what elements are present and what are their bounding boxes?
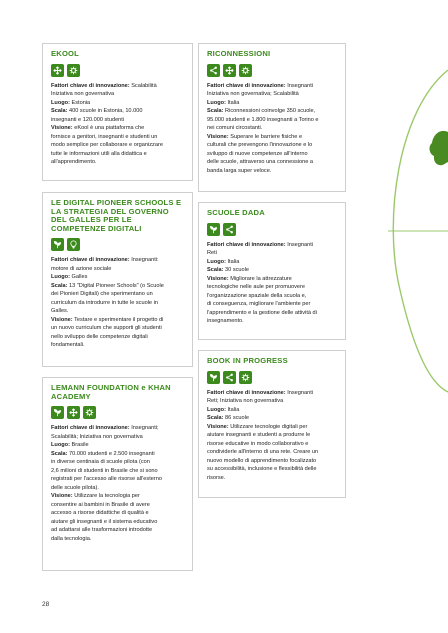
plant-icon [207,223,220,236]
body-line: banda larga super veloce. [207,167,272,174]
body-line: l'apprendimento e la gestione delle attività di [207,309,317,316]
body-line: Scalabilità; Iniziativa non governativa [51,433,143,440]
icon-row [51,64,184,77]
card-scuole-dada [198,202,346,340]
body-line: Fattori chiave di innovazione: Insegnanti; [51,425,159,432]
card-title: LEMANN FOUNDATION e KHAN ACADEMY [51,383,171,401]
gear-icon [83,406,96,419]
body-line: Scala: 400 scuole in Estonia, 10.000 [51,108,143,115]
card-body [207,82,337,176]
body-line: aiutare insegnanti e studenti a produrre le [207,432,311,439]
cross-arrows-icon [51,64,64,77]
card-lemann-khan [42,377,193,571]
body-line: in diverse centinaia di scuole pilota (con [51,459,150,466]
body-line: Reti [207,250,217,257]
card-digital-pioneer-schools [42,192,193,367]
card-riconnessioni [198,43,346,192]
body-line: nei comuni circostanti. [207,125,263,132]
body-line: delle scuole, attraverso una connessione a [207,159,314,166]
body-line: Iniziativa non governativa; Scalabilità [207,91,299,98]
cross-arrows-icon [67,406,80,419]
body-line: risorse educative in modo collaborativo e [207,440,309,447]
card-body [51,424,184,543]
page-number: 28 [42,601,50,608]
body-line: sviluppo di nuove competenze all'interno [207,150,308,157]
body-line: all'apprendimento. [51,159,97,166]
share-icon [207,64,220,77]
body-line: delle scuole pilota). [51,484,99,491]
body-line: su accessibilità, inclusione e flessibilità delle [207,466,317,473]
body-line: dei Pionieri Digitali) che sperimentano un [51,291,153,298]
body-line: consentire ai bambini in Brasile di avere [51,501,150,508]
body-line: Visione: Superare le barriere fisiche e [207,133,303,140]
card-book-in-progress [198,350,346,498]
body-line: registrati per l'accesso alle risorse all'esterno [51,476,162,483]
body-line: dalla tecnologia. [51,535,92,542]
body-line: l'organizzazione spaziale della scuola e, [207,292,307,299]
body-line: accesso a risorse didattiche di qualità e [51,510,149,517]
body-line: Visione: Utilizzare tecnologie digitali per [207,423,308,430]
body-line: fornisce a genitori, insegnanti e studenti un [51,133,158,140]
share-icon [223,371,236,384]
card-title: BOOK IN PROGRESS [207,356,288,365]
gear-icon [239,371,252,384]
icon-row [207,223,337,236]
body-line: Fattori chiave di innovazione: Insegnanti: [51,257,159,264]
bulb-icon [67,238,80,251]
body-line: risorse. [207,474,226,481]
body-line: Scala: 70.000 studenti e 2.500 insegnanti [51,450,155,457]
body-line: nello sviluppo delle competenze digitali [51,333,148,340]
body-line: Luogo: Italia [207,258,240,265]
body-line: Fattori chiave di innovazione: Insegnanti [207,389,314,396]
decorative-circle-graphic [388,0,448,633]
body-line: Luogo: Italia [207,406,240,413]
gear-icon [67,64,80,77]
icon-row [207,64,337,77]
body-line: Visione: Testare e sperimentare il progetto di [51,316,164,323]
body-line: Visione: Utilizzare la tecnologia per [51,493,140,500]
plant-icon [51,406,64,419]
body-line: Visione: Migliorare la attrezzature [207,275,292,282]
body-line: culturali che prevengono l'innovazione e lo [207,142,313,149]
body-line: fondamentali. [51,342,85,349]
body-line: insegnamento. [207,318,244,325]
body-line: di conseguenza, migliorare l'ambiente per [207,301,311,308]
card-body [51,256,184,350]
body-line: Scala: 86 scuole [207,415,249,422]
body-line: Fattori chiave di innovazione: Scalabilità [51,82,157,89]
body-line: ad adattarsi alle trasformazioni introdotte [51,527,153,534]
card-title: EKOOL [51,49,80,58]
plant-icon [51,238,64,251]
body-line: tutte le informazioni utili alla didattica e [51,150,147,157]
share-icon [223,223,236,236]
icon-row [51,406,184,419]
body-line: 2,6 milioni di studenti in Brasile che si sono [51,467,158,474]
icon-row [207,371,337,384]
body-line: un nuovo curriculum che supporti gli studenti [51,325,162,332]
body-line: Scala: 13 "Digital Pioneer Schools" (o Scuole [51,282,164,289]
body-line: condividerle all'interno di una rete. Creare un [207,449,319,456]
card-title: RICONNESSIONI [207,49,271,58]
body-line: modo semplice per collaborare e organizzare [51,142,163,149]
body-line: Galles. [51,308,69,315]
body-line: insegnanti e 120.000 studenti [51,116,125,123]
body-line: Luogo: Italia [207,99,240,106]
body-line: Scala: 30 scuole [207,267,249,274]
card-title: LE DIGITAL PIONEER SCHOOLS E LA STRATEGIA DEL GOVERNO DEL GALLES PER LE COMPETENZE DIGITALI [51,198,182,233]
body-line: motore di azione sociale [51,265,112,272]
card-title: SCUOLE DADA [207,208,265,217]
body-line: 95.000 studenti e 1.800 insegnanti a Torino e [207,116,319,123]
body-line: Scala: Riconnessioni coinvolge 350 scuole, [207,108,316,115]
body-line: Luogo: Brasile [51,442,89,449]
body-line: tecnologiche nelle aule per promuovere [207,284,305,291]
card-body [207,389,337,483]
body-line: curriculum da introdurre in tutte le scuole in [51,299,158,306]
body-line: Luogo: Galles [51,274,88,281]
card-body [207,241,337,326]
body-line: nuovo modello di apprendimento focalizzato [207,457,317,464]
body-line: Iniziativa non governativa [51,91,115,98]
body-line: aiutare gli insegnanti e il sistema educativo [51,518,158,525]
body-line: Fattori chiave di innovazione: Insegnanti [207,241,314,248]
body-line: Fattori chiave di innovazione: Insegnanti [207,82,314,89]
card-ekool [42,43,193,181]
body-line: Visione: eKool è una piattaforma che [51,125,145,132]
gear-icon [239,64,252,77]
body-line: Reti; Iniziativa non governativa [207,398,284,405]
body-line: Luogo: Estonia [51,99,91,106]
card-body [51,82,184,167]
leaf-icon [430,131,448,165]
plant-icon [207,371,220,384]
icon-row [51,238,184,251]
cross-arrows-icon [223,64,236,77]
